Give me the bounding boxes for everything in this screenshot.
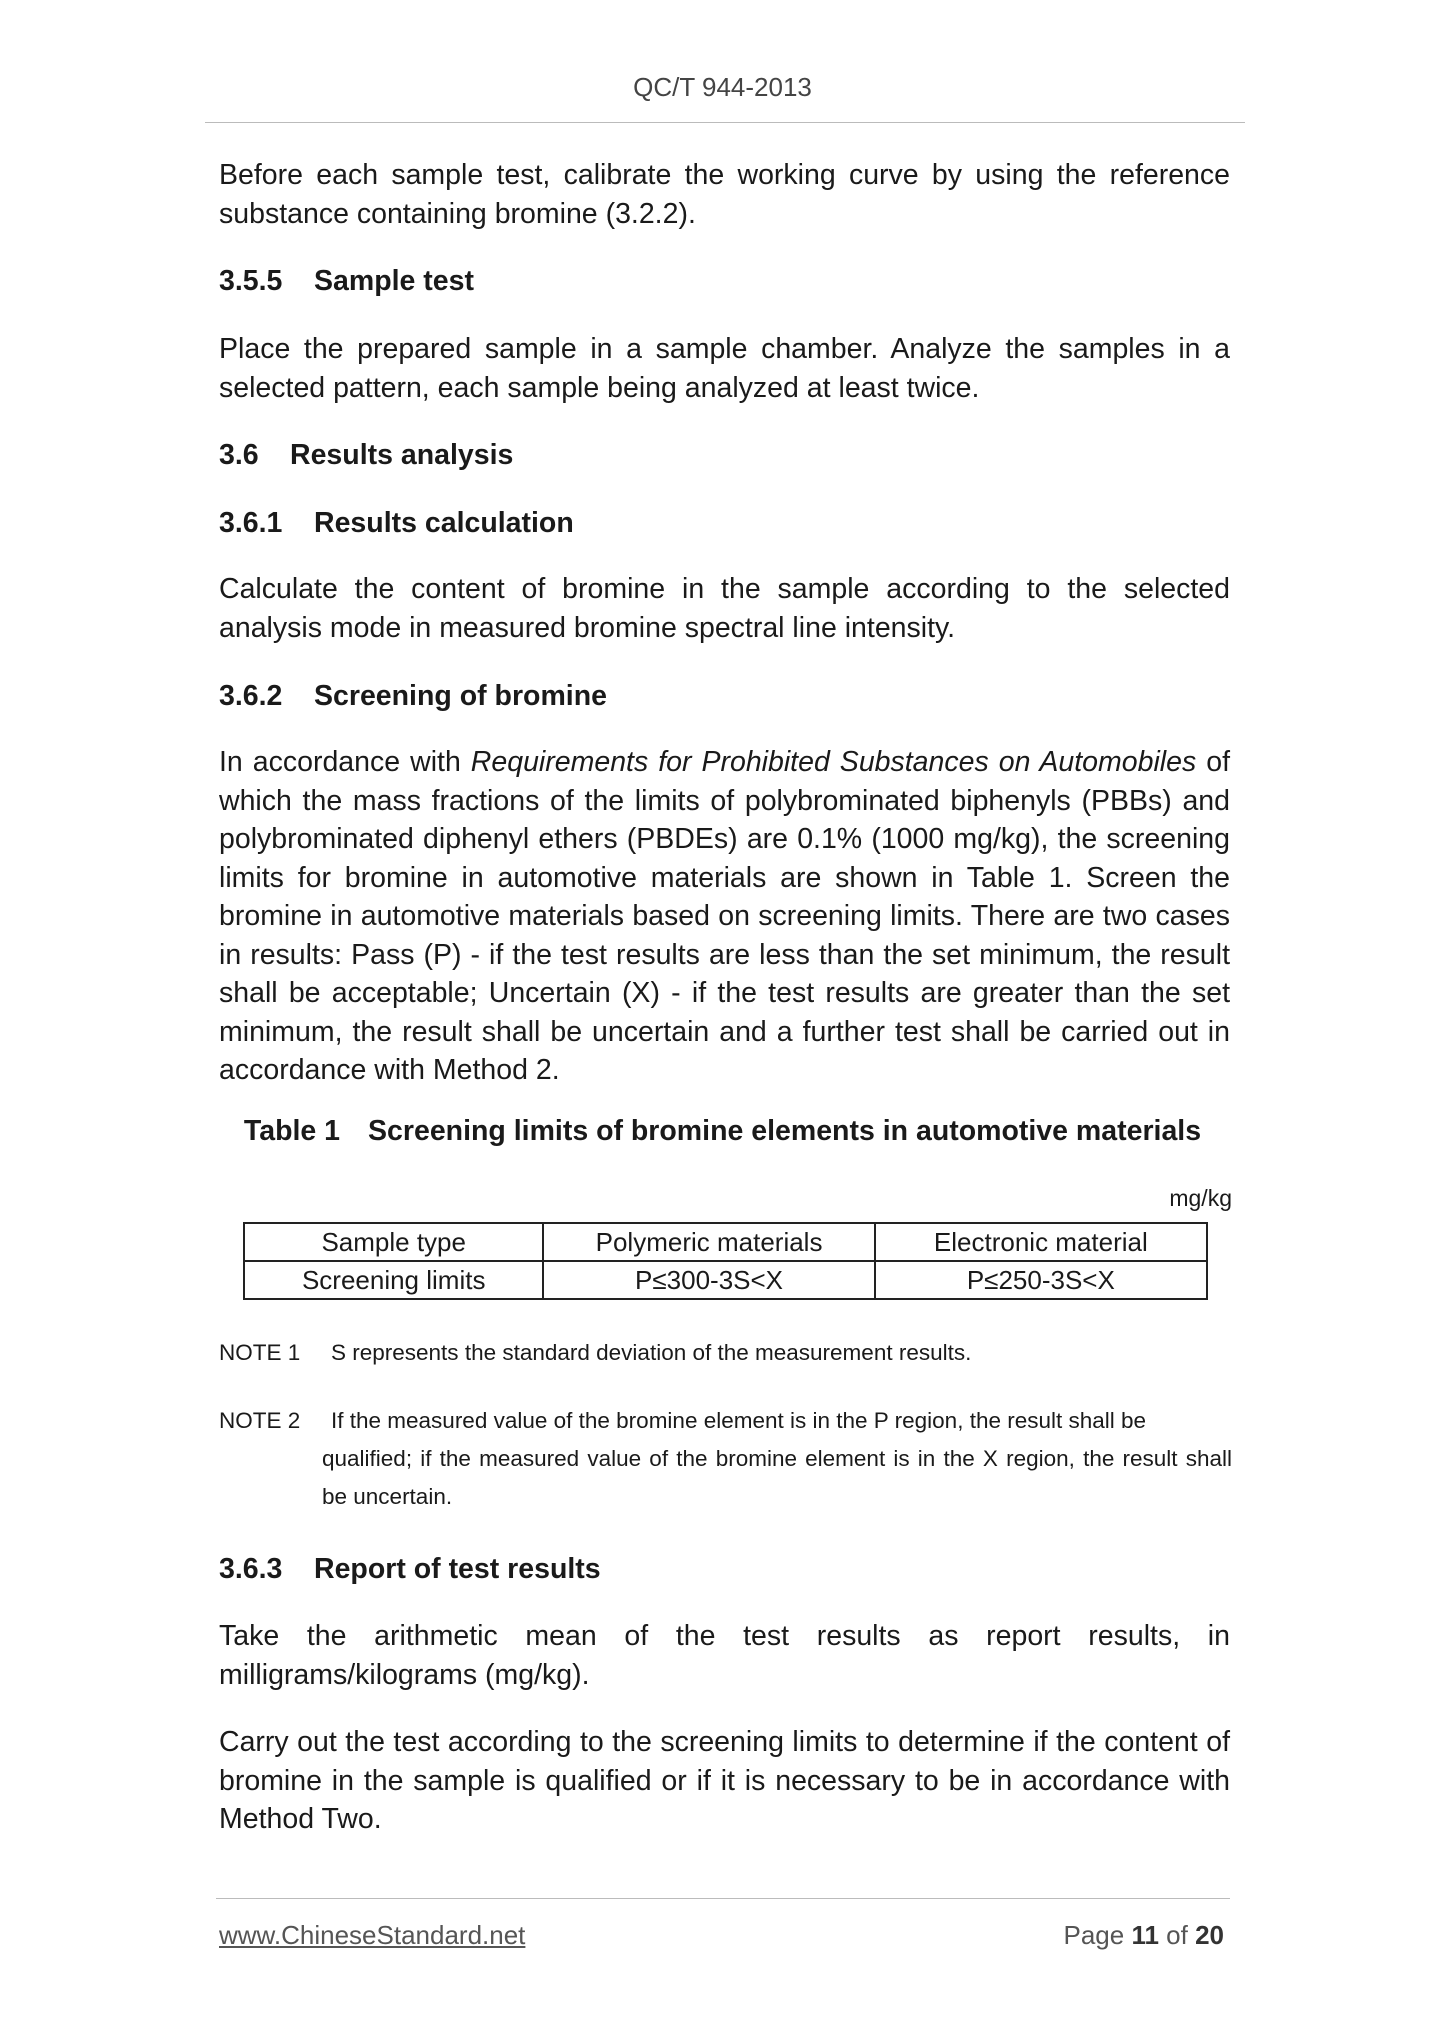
paragraph-results-calculation: Calculate the content of bromine in the sample according to the selected analysis mode in measured bromine spectral line intensity. <box>219 573 1230 644</box>
table-caption <box>0 1115 1445 1148</box>
table-title: Screening limits of bromine elements in automotive materials <box>368 1115 1202 1147</box>
heading-title: Results analysis <box>290 439 514 471</box>
screening-body: of which the mass fractions of the limits of polybrominated biphenyls (PBBs) and polybrominated diphenyl ethers (PBDEs) are 0.1% (1000 mg/kg), the screening limits for bromine in automotive materials are shown in Table 1. Screen the bromine in automotive materials based on screening limits. There are two cases in results: Pass (P) - if the test results are less than the set minimum, the result shall be acceptable; Uncertain (X) - if the test results are greater than the set minimum, the result shall be uncertain and a further test shall be carried out in accordance with Method 2. <box>219 746 1230 1086</box>
heading-3-6-3 <box>219 1550 1230 1588</box>
note-label: NOTE 1 <box>219 1340 301 1365</box>
heading-title: Report of test results <box>314 1553 601 1585</box>
heading-number: 3.6 <box>219 439 259 471</box>
note-text: If the measured value of the bromine element is in the P region, the result shall be <box>331 1408 1147 1433</box>
heading-title: Results calculation <box>314 507 574 539</box>
screening-limits-table <box>243 1222 1208 1300</box>
heading-3-6 <box>219 436 1230 474</box>
regulation-title: Requirements for Prohibited Substances on Automobiles <box>470 746 1197 778</box>
heading-number: 3.6.3 <box>219 1553 283 1585</box>
heading-number: 3.6.1 <box>219 507 283 539</box>
table-header-cell: Sample type <box>244 1223 543 1261</box>
table-header-row <box>244 1223 1207 1261</box>
header-divider <box>205 122 1245 123</box>
page-total: 20 <box>1195 1920 1224 1950</box>
page-prefix: Page <box>1063 1920 1132 1950</box>
note-text: S represents the standard deviation of the measurement results. <box>331 1340 972 1365</box>
table-unit: mg/kg <box>1169 1185 1232 1211</box>
note-2 <box>219 1402 1232 1516</box>
table-cell: Screening limits <box>244 1261 543 1299</box>
paragraph-calibrate: Before each sample test, calibrate the working curve by using the reference substance containing bromine (3.2.2). <box>219 159 1230 230</box>
paragraph-sample-test: Place the prepared sample in a sample chamber. Analyze the samples in a selected pattern, each sample being analyzed at least twice. <box>219 333 1230 404</box>
page-current: 11 <box>1131 1920 1159 1950</box>
table-label: Table 1 <box>243 1115 341 1147</box>
heading-title: Sample test <box>314 265 474 297</box>
paragraph-screening <box>219 743 1230 1090</box>
paragraph-report-1: Take the arithmetic mean of the test results as report results, in milligrams/kilograms (mg/kg). <box>219 1620 1230 1691</box>
heading-number: 3.5.5 <box>219 265 283 297</box>
note-1 <box>219 1334 1232 1372</box>
page-of: of <box>1158 1920 1196 1950</box>
heading-3-6-1 <box>219 504 1230 542</box>
table-header-cell: Electronic material <box>875 1223 1207 1261</box>
page-indicator <box>1000 1920 1224 1951</box>
table-cell: P≤300-3S<X <box>543 1261 874 1299</box>
footer-divider <box>216 1898 1230 1899</box>
table-header-cell: Polymeric materials <box>543 1223 874 1261</box>
screening-intro: In accordance with <box>219 746 471 778</box>
paragraph-report-2: Carry out the test according to the screening limits to determine if the content of bromine in the sample is qualified or if it is necessary to be in accordance with Method Two. <box>219 1726 1230 1835</box>
table-row <box>244 1261 1207 1299</box>
note-label: NOTE 2 <box>219 1408 301 1433</box>
heading-3-5-5 <box>219 262 1230 300</box>
heading-3-6-2 <box>219 677 1230 715</box>
website-link[interactable]: www.ChineseStandard.net <box>219 1920 526 1950</box>
table-cell: P≤250-3S<X <box>875 1261 1207 1299</box>
note-first-line <box>219 1402 1232 1440</box>
document-code: QC/T 944-2013 <box>633 72 812 102</box>
heading-number: 3.6.2 <box>219 680 283 712</box>
heading-title: Screening of bromine <box>314 680 607 712</box>
note-continuation: qualified; if the measured value of the bromine element is in the X region, the result shall be uncertain. <box>322 1446 1232 1509</box>
